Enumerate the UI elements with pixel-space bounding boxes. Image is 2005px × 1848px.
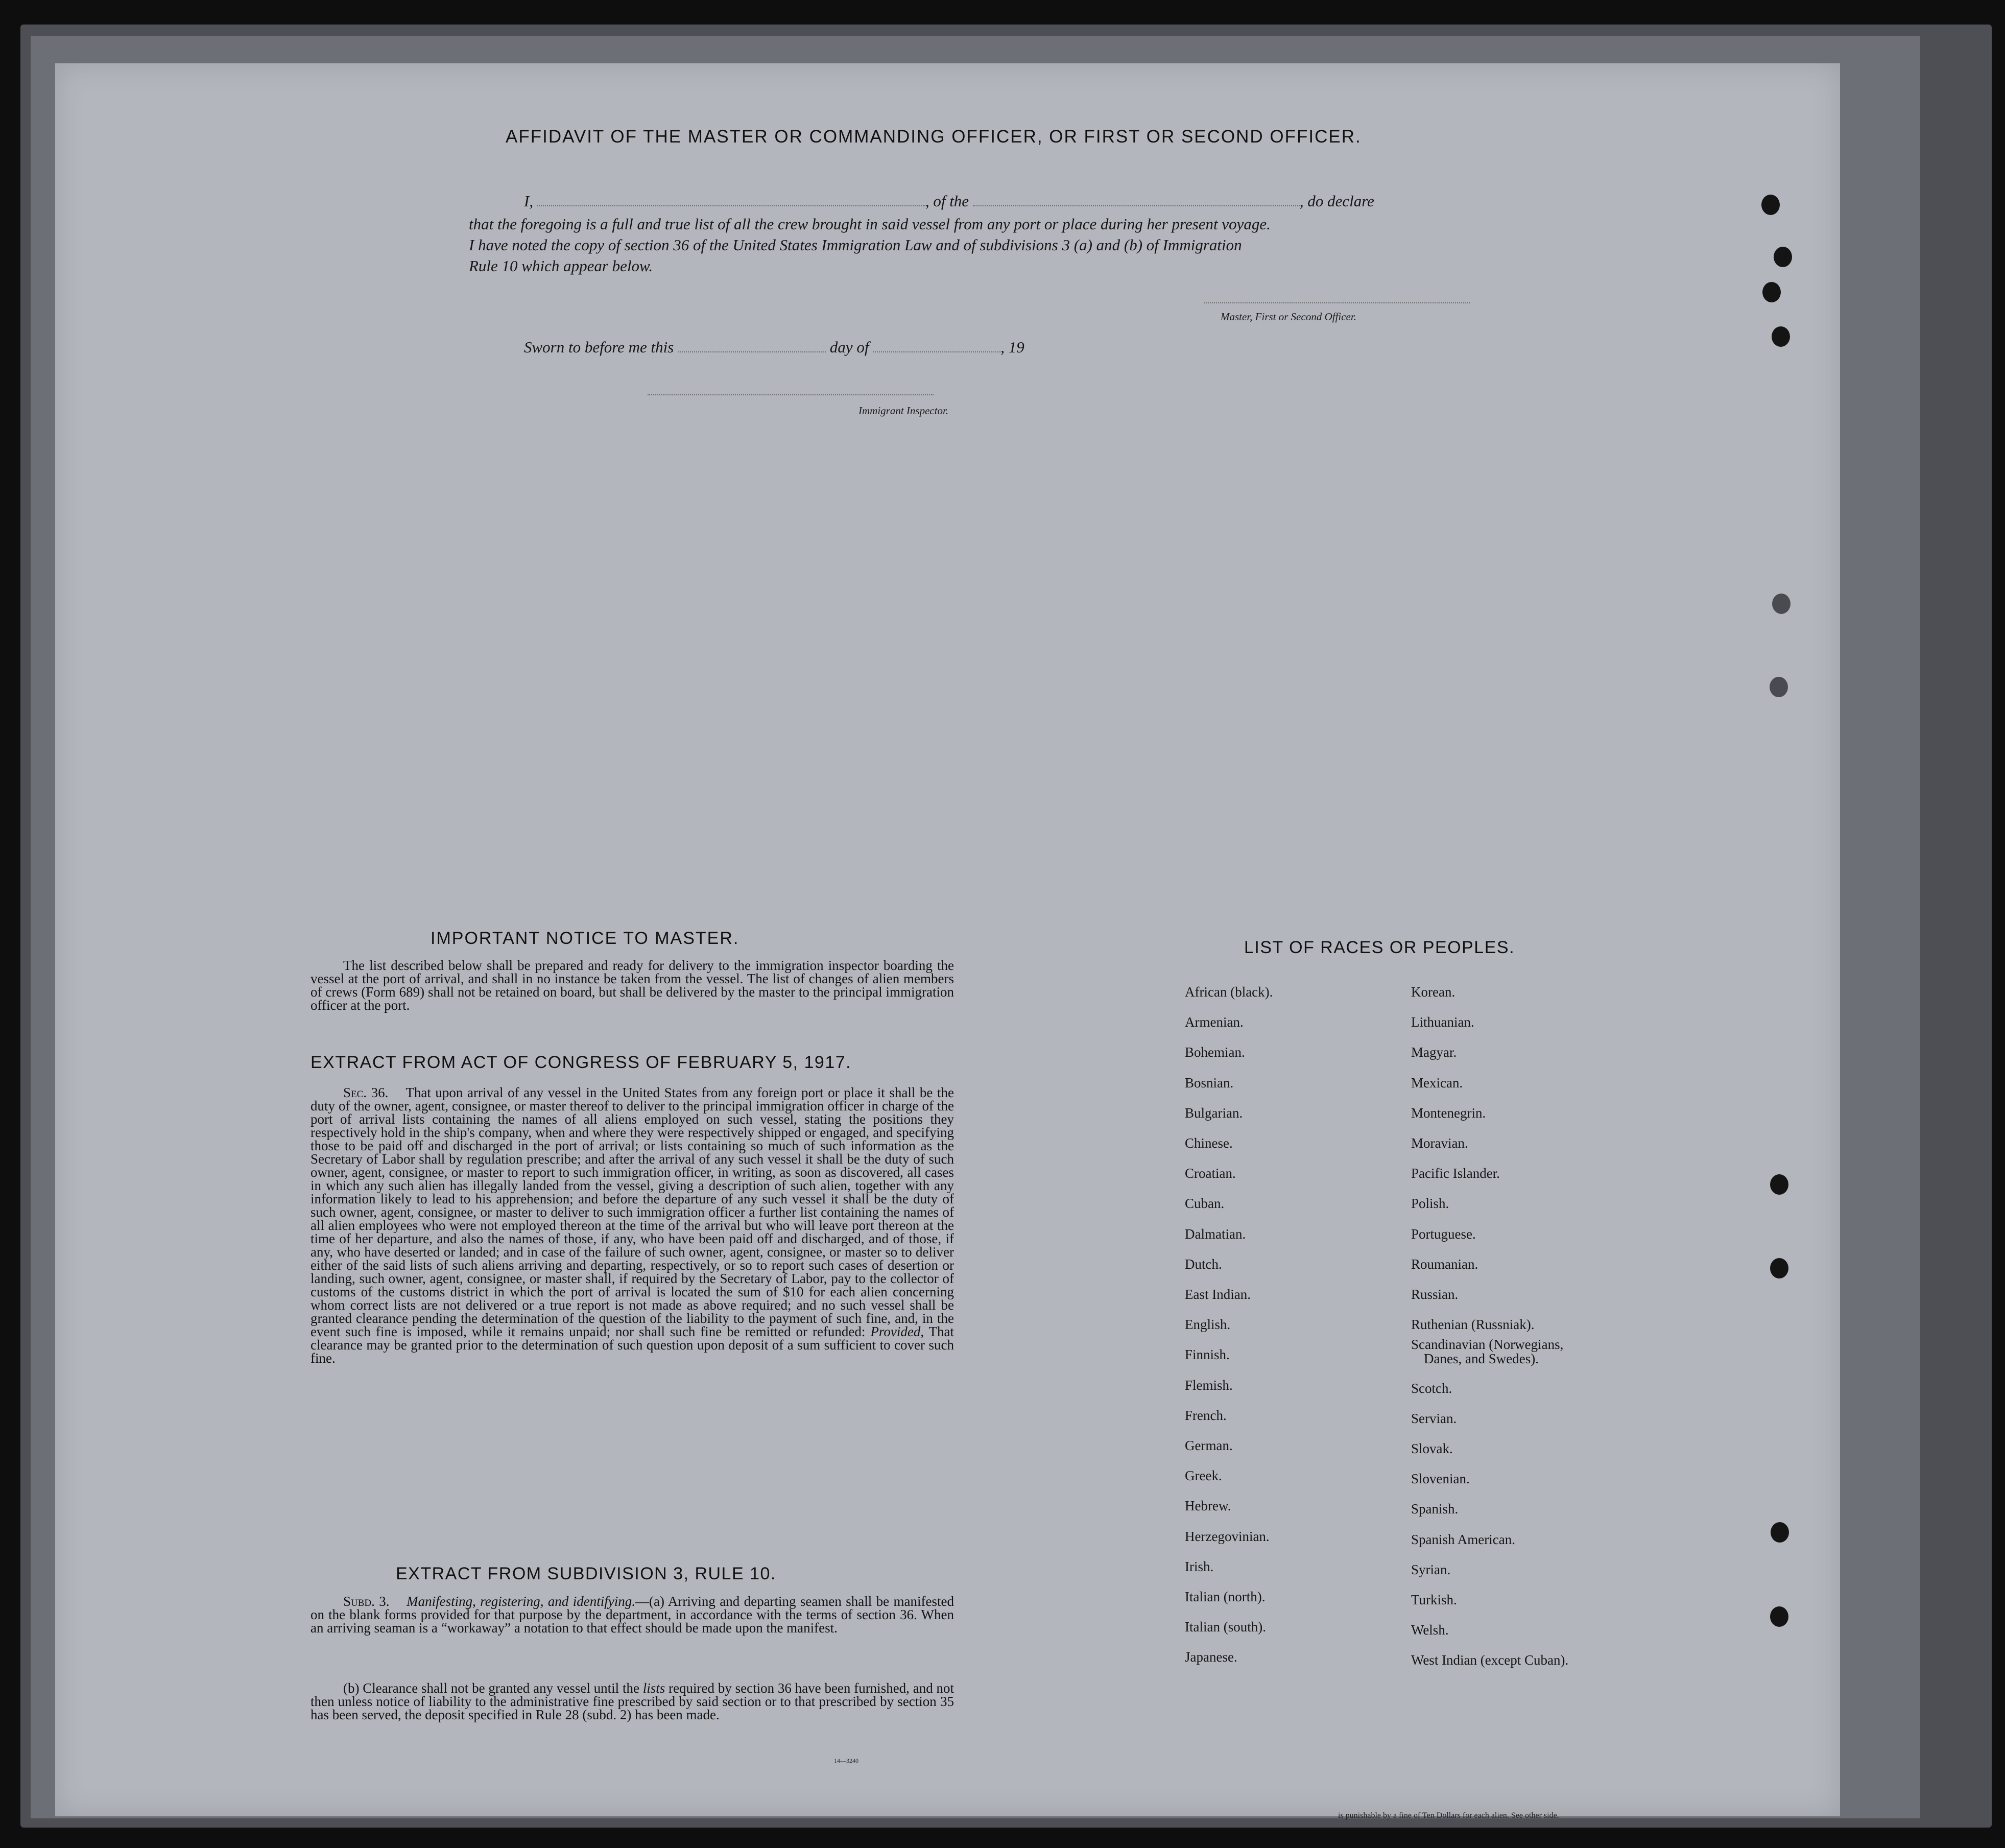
punch-hole — [1772, 326, 1790, 347]
race-item: Lithuanian. — [1411, 1014, 1474, 1030]
affidavit-line-4: Rule 10 which appear below. — [469, 257, 653, 275]
race-item: West Indian (except Cuban). — [1411, 1652, 1569, 1668]
race-item: Moravian. — [1411, 1135, 1468, 1151]
affidavit-line-3: I have noted the copy of section 36 of the United States Immigration Law and of subdivisions 3 (a) and (b) of Immigration — [469, 236, 1242, 254]
extract-act-title: EXTRACT FROM ACT OF CONGRESS OF FEBRUARY 5, 1917. — [311, 1053, 852, 1072]
race-item: Slovak. — [1411, 1441, 1453, 1456]
affidavit-line-2: that the foregoing is a full and true list of all the crew brought in said vessel from any port or place during her present voyage. — [469, 215, 1271, 233]
day-of-text: day of — [829, 338, 869, 356]
race-item: Japanese. — [1185, 1649, 1237, 1665]
inspector-signature-line[interactable] — [648, 392, 934, 395]
race-item: Roumanian. — [1411, 1257, 1478, 1272]
race-item: Korean. — [1411, 984, 1455, 1000]
subd-heading: Manifesting, registering, and identifying. — [407, 1594, 635, 1609]
year-prefix: , 19 — [1000, 338, 1024, 356]
affidavit-do-declare: , do declare — [1299, 192, 1374, 210]
race-item: Cuban. — [1185, 1196, 1225, 1211]
punch-hole — [1770, 1258, 1788, 1278]
sworn-month-blank[interactable] — [873, 349, 1000, 352]
race-item: French. — [1185, 1408, 1227, 1423]
subd-3-para-b — [311, 1681, 954, 1721]
subd-label: Subd. 3. — [343, 1594, 390, 1609]
race-item: Spanish. — [1411, 1501, 1459, 1517]
notice-body: The list described below shall be prepared and ready for delivery to the immigration inspector boarding the vessel at the port of arrival, and shall in no instance be taken from the vessel. The list of changes of alien members of crews (Form 689) shall not be retained on board, but shall be delivered by the master to the principal immigration officer at the port. — [311, 958, 954, 1013]
punch-hole — [1772, 594, 1791, 614]
race-item: Hebrew. — [1185, 1498, 1231, 1513]
section-36-body: That upon arrival of any vessel in the United States from any foreign port or place it shall be the duty of the owner, agent, consignee, or master thereof to deliver to the principal immigration officer in charge of the port of arrival lists containing the names of all aliens employed on such vessel, stating the positions they respectively hold in the ship's company, when and where they were respectively shipped or engaged, and specifying those to be paid off and discharged in the port of arrival; or lists containing so much of such information as the Secretary of Labor shall by regulation prescribe; and after the arrival of any such vessel it shall be the duty of such owner, agent, consignee, or master to report to such immigration officer, in writing, as soon as discovered, all cases in which any such alien has illegally landed from the vessel, giving a description of such alien, together with any information likely to lead to his apprehension; and before the departure of any such vessel it shall be the duty of such owner, agent, consignee, or master to deliver to such immigration officer a further list containing the names of all alien employees who were not employed thereon at the time of the arrival but who will leave port thereon at the time of her departure, and also the names of those, if any, who have been paid off and discharged, and of those, if any, who have deserted or landed; and in case of the failure of such owner, agent, consignee, or master so to deliver either of the said lists of such aliens arriving and departing, respectively, or so to report such cases of desertion or landing, such owner, agent, consignee, or master shall, if required by the Secretary of Labor, pay to the collector of customs of the customs district in which the port of arrival is located the sum of $10 for each alien concerning whom correct lists are not delivered or a true report is not made as above required; and no such vessel shall be granted clearance pending the determination of the question of the liability to the payment of such fine, and, in the event such fine is imposed, while it remains unpaid; nor shall such fine be remitted or refunded: — [311, 1085, 954, 1339]
race-item: Magyar. — [1411, 1045, 1457, 1060]
race-item: Turkish. — [1411, 1592, 1457, 1607]
sworn-line — [524, 338, 1024, 357]
master-name-blank[interactable] — [537, 203, 925, 206]
punch-hole — [1770, 677, 1788, 697]
subd-para-a-text: —(a) Arriving and departing seamen shall be manifested on the blank forms provided for that purpose by the department, in accordance with the terms of section 36. When an arriving seaman is a “workaway” a notation to that effect should be made upon the manifest. — [311, 1594, 954, 1636]
extract-rule-title: EXTRACT FROM SUBDIVISION 3, RULE 10. — [396, 1564, 776, 1583]
subd-para-b-end: required by section 36 have been furnished, and not then unless notice of liability to the administrative fine prescribed by said section or to that prescribed by section 35 has been served, the deposit specified in Rule 28 (subd. 2) has been made. — [311, 1680, 954, 1722]
subd-para-b-start: (b) Clearance shall not be granted any vessel until the — [343, 1680, 639, 1696]
race-item: Finnish. — [1185, 1347, 1230, 1362]
provided-body: That clearance may be granted prior to the determination of such question upon deposit of a sum sufficient to cover such fine. — [311, 1324, 954, 1366]
race-item: Pacific Islander. — [1411, 1166, 1500, 1181]
race-item: Spanish American. — [1411, 1532, 1515, 1547]
affidavit-i: I, — [524, 192, 534, 210]
race-item: Polish. — [1411, 1196, 1449, 1211]
subd-para-b-lists: lists — [642, 1680, 665, 1696]
manifest-page — [55, 63, 1840, 1816]
race-item: Greek. — [1185, 1468, 1222, 1483]
inspector-signature-label: Immigrant Inspector. — [858, 405, 949, 417]
race-item: Dutch. — [1185, 1257, 1222, 1272]
race-item: Servian. — [1411, 1411, 1457, 1426]
vessel-name-blank[interactable] — [973, 203, 1300, 206]
race-item: Mexican. — [1411, 1075, 1463, 1091]
affidavit-of-the: , of the — [925, 192, 969, 210]
affidavit-title: AFFIDAVIT OF THE MASTER OR COMMANDING OFFICER, OR FIRST OR SECOND OFFICER. — [506, 127, 1362, 147]
race-item: Scotch. — [1411, 1381, 1452, 1396]
race-item: German. — [1185, 1438, 1233, 1453]
race-item: Croatian. — [1185, 1166, 1236, 1181]
race-item: Armenian. — [1185, 1014, 1244, 1030]
section-36-text — [311, 1086, 954, 1365]
race-item: Slovenian. — [1411, 1471, 1470, 1486]
master-signature-label: Master, First or Second Officer. — [1221, 311, 1356, 323]
master-signature-line[interactable] — [1204, 300, 1470, 303]
underlying-page-footer: is punishable by a fine of Ten Dollars for each alien. See other side. — [1338, 1811, 1559, 1820]
race-item: Syrian. — [1411, 1562, 1451, 1577]
notice-title: IMPORTANT NOTICE TO MASTER. — [431, 929, 739, 948]
race-item: Herzegovinian. — [1185, 1529, 1270, 1544]
race-item: African (black). — [1185, 984, 1273, 1000]
race-item: Scandinavian (Norwegians, — [1411, 1337, 1564, 1352]
form-print-code: 14—3240 — [834, 1757, 858, 1764]
sworn-day-blank[interactable] — [678, 349, 826, 352]
punch-hole — [1770, 1606, 1788, 1627]
affidavit-line-1 — [524, 192, 1374, 210]
sworn-text: Sworn to before me this — [524, 338, 674, 356]
race-item: Ruthenian (Russniak). — [1411, 1317, 1535, 1332]
punch-hole — [1770, 1174, 1788, 1195]
race-item: Italian (north). — [1185, 1589, 1266, 1604]
punch-hole — [1771, 1522, 1789, 1543]
punch-hole — [1774, 247, 1792, 267]
race-item: English. — [1185, 1317, 1231, 1332]
race-item: Welsh. — [1411, 1622, 1449, 1638]
race-item: Bosnian. — [1185, 1075, 1234, 1091]
section-36-label: Sec. 36. — [343, 1085, 389, 1100]
race-item: Dalmatian. — [1185, 1226, 1246, 1242]
punch-hole — [1761, 195, 1780, 215]
race-item: Irish. — [1185, 1559, 1214, 1574]
race-item: Bulgarian. — [1185, 1105, 1243, 1121]
punch-hole — [1762, 282, 1781, 302]
race-item: Russian. — [1411, 1287, 1459, 1302]
races-title: LIST OF RACES OR PEOPLES. — [1244, 938, 1515, 957]
race-item: Bohemian. — [1185, 1045, 1245, 1060]
race-item: East Indian. — [1185, 1287, 1251, 1302]
race-item: Italian (south). — [1185, 1619, 1266, 1634]
race-item: Portuguese. — [1411, 1226, 1476, 1242]
race-scandinavian-line-2: Danes, and Swedes). — [1424, 1351, 1539, 1366]
race-item: Montenegrin. — [1411, 1105, 1486, 1121]
race-item: Chinese. — [1185, 1135, 1233, 1151]
provided-label: Provided, — [870, 1324, 924, 1339]
race-item: Flemish. — [1185, 1378, 1233, 1393]
subd-3-para-a — [311, 1595, 954, 1634]
